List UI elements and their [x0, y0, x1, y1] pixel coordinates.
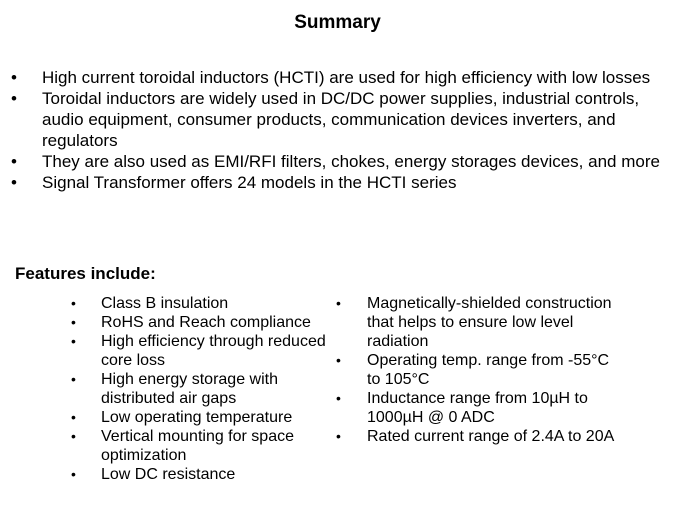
feature-item	[0, 370, 340, 408]
features-list-left	[0, 294, 340, 484]
bullet-icon: •	[71, 371, 76, 387]
feature-item-text: High efficiency through reduced core loss	[101, 333, 326, 369]
feature-item	[0, 332, 340, 370]
bullet-icon: •	[11, 68, 17, 87]
summary-item	[0, 151, 675, 172]
feature-item-text: RoHS and Reach compliance	[101, 314, 311, 331]
bullet-icon: •	[11, 152, 17, 171]
feature-item	[0, 427, 340, 465]
summary-item-text: Signal Transformer offers 24 models in the HCTI series	[42, 173, 457, 192]
feature-item-text: Low operating temperature	[101, 409, 293, 426]
features-list-right	[330, 294, 620, 446]
bullet-icon: •	[71, 466, 76, 482]
summary-list	[0, 67, 675, 193]
feature-item	[330, 389, 620, 427]
bullet-icon: •	[11, 173, 17, 192]
feature-item-text: Rated current range of 2.4A to 20A	[367, 428, 615, 445]
feature-item-text: Magnetically-shielded construction that helps to ensure low level radiation	[367, 295, 612, 350]
summary-item	[0, 172, 675, 193]
bullet-icon: •	[71, 314, 76, 330]
feature-item	[0, 313, 340, 332]
bullet-icon: •	[71, 428, 76, 444]
bullet-icon: •	[71, 295, 76, 311]
feature-item	[330, 294, 620, 351]
feature-item-text: Vertical mounting for space optimization	[101, 428, 294, 464]
summary-item	[0, 67, 675, 88]
summary-item-text: They are also used as EMI/RFI filters, chokes, energy storages devices, and more	[42, 152, 660, 171]
feature-item	[0, 465, 340, 484]
feature-item	[330, 351, 620, 389]
bullet-icon: •	[336, 428, 341, 444]
bullet-icon: •	[71, 333, 76, 349]
bullet-icon: •	[336, 352, 341, 368]
features-heading: Features include:	[15, 264, 156, 283]
summary-item	[0, 88, 675, 151]
feature-item	[330, 427, 620, 446]
feature-item-text: Class B insulation	[101, 295, 229, 312]
feature-item-text: Low DC resistance	[101, 466, 236, 483]
bullet-icon: •	[336, 390, 341, 406]
bullet-icon: •	[11, 89, 17, 108]
summary-item-text: Toroidal inductors are widely used in DC/DC power supplies, industrial controls, audio equipment, consumer products, communication devices inverters, and regulators	[42, 89, 640, 150]
feature-item-text: Inductance range from 10µH to 1000µH @ 0 ADC	[367, 390, 588, 426]
feature-item-text: Operating temp. range from -55°C to 105°C	[367, 352, 610, 388]
feature-item	[0, 294, 340, 313]
feature-item-text: High energy storage with distributed air gaps	[101, 371, 278, 407]
summary-item-text: High current toroidal inductors (HCTI) are used for high efficiency with low losses	[42, 68, 651, 87]
bullet-icon: •	[71, 409, 76, 425]
feature-item	[0, 408, 340, 427]
page-title: Summary	[294, 12, 381, 33]
bullet-icon: •	[336, 295, 341, 311]
